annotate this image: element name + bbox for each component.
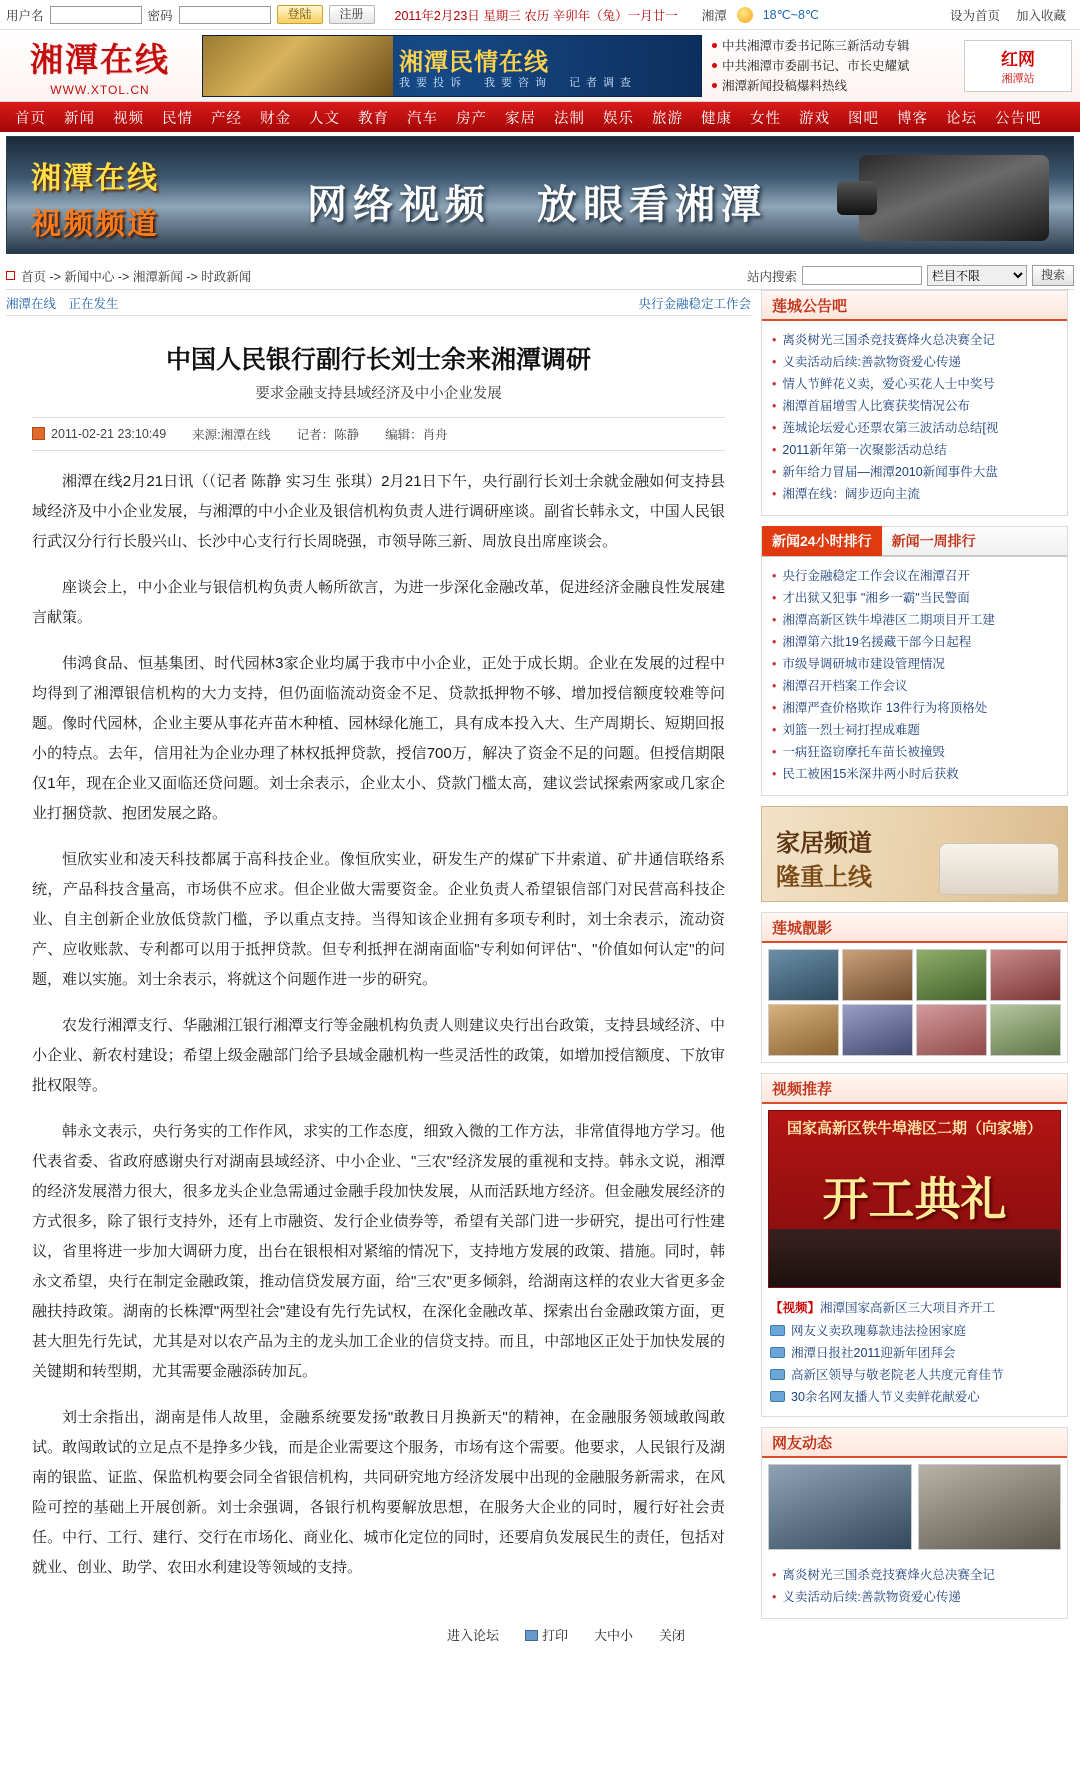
list-item[interactable]: • 刘篮一烈士祠打捏成难题 [772,719,1057,741]
login-button[interactable]: 登陆 [277,5,323,24]
date-text: 2011年2月23日 星期三 农历 辛卯年（兔）一月廿一 [394,8,678,23]
gallery-thumb[interactable] [916,949,987,1001]
video-banner-big: 开工典礼 [822,1172,1007,1226]
breadcrumb[interactable]: 首页 -> 新闻中心 -> 湘潭新闻 -> 时政新闻 [21,269,252,284]
article-column [6,290,751,1674]
article-source: 来源:湘潭在线 [192,428,271,442]
article [6,316,751,1674]
add-favorite-link[interactable]: 加入收藏 [1015,8,1066,23]
video-banner-top: 国家高新区铁牛埠港区二期（向家塘） [786,1120,1042,1137]
video-list [762,1318,1067,1416]
banner-subtitle: 我要投诉 我要咨询 记者调查 [399,76,637,89]
rednet-logo[interactable] [964,40,1072,92]
article-editor: 编辑：肖舟 [385,428,448,442]
main-nav [0,102,1080,132]
friends-activity-title: 网友动态 [762,1428,1067,1458]
list-item[interactable]: • 湘潭高新区铁牛埠港区二期项目开工建 [772,609,1057,631]
nav-item-12[interactable]: 娱乐 [603,110,634,127]
nav-item-2[interactable]: 视频 [113,110,144,127]
banner-slogan: 网络视频 放眼看湘潭 [307,181,767,228]
list-item-label: 湘潭日报社2011迎新年团拜会 [791,1346,956,1360]
temperature-text: 18℃~8℃ [762,8,819,22]
site-search [747,265,1074,286]
rednet-sub: 湘潭站 [1001,73,1035,85]
logo-cn: 湘潭在线 [30,40,170,79]
list-item[interactable]: • 新年给力冒届—湘潭2010新闻事件大盘 [772,461,1057,483]
set-homepage-link[interactable]: 设为首页 [949,8,1000,23]
nav-item-5[interactable]: 财金 [260,110,291,127]
print-label: 打印 [541,1628,568,1643]
video-caption-text: 湘潭国家高新区三大项目齐开工 [820,1301,996,1315]
article-paragraph: 韩永文表示，央行务实的工作作风，求实的工作态度，细致入微的工作方法，非常值得地方学习。他代表省委、省政府感谢央行对湖南县域经济、中小企业、"三农"经济发展的重视和支持。韩永文说，湘潭的经济发展潜力很大，很多龙头企业急需通过金融手段加快发展，从而活跃地方经济。但金融发展经济的方式很多，除了银行支持外，还有上市融资、发行企业债券等，希望有关部门进一步研究，提出可行性建议，省里将进一步加大调研力度，出台在银根相对紧缩的情况下，支持地方发展的政策、措施。同时，韩永文希望，央行在制定金融政策，推动信贷发展方面，给"三农"更多倾斜，给湖南这样的农业大省更多金融扶持政策。湖南的长株潭"两型社会"建设有先行先试权，在深化金融改革、探索出台金融政策方面，更甚大胆先行先试，尤其是对以农产品为主的龙头加工企业的信贷支持。而且，中部地区正处于加快发展的关键期和转型期，尤其需要金融添砖加瓦。 [32,1123,725,1380]
list-item[interactable]: • 湘潭第六批19名援藏干部今日起程 [772,631,1057,653]
header-link-label: 中共湘潭市委副书记、市长史耀斌 [722,58,910,73]
article-meta [32,417,725,451]
nav-item-16[interactable]: 游戏 [799,110,830,127]
ad-line2: 隆重上线 [776,862,872,891]
friends-photo[interactable] [918,1464,1062,1550]
gallery-thumb[interactable] [990,1004,1061,1056]
username-input[interactable] [50,6,142,24]
ranking-box [761,526,1068,796]
password-input[interactable] [179,6,271,24]
ad-line1: 家居频道 [776,828,872,857]
friends-photo[interactable] [768,1464,912,1550]
video-thumbnail[interactable] [768,1110,1061,1288]
list-item[interactable]: • 湘潭在线：阔步迈向主流 [772,483,1057,505]
content-columns [6,290,1074,1674]
sofa-image [939,843,1059,895]
list-item[interactable]: • 2011新年第一次聚影活动总结 [772,439,1057,461]
photo-gallery-box [761,912,1068,1063]
article-paragraph: 湘潭在线2月21日讯（（记者 陈静 实习生 张琪）2月21日下午，央行副行长刘士余就金融如何支持县域经济及中小企业发展，与湘潭的中小企业及银信机构负责人进行调研座谈。副省长韩永文，中国人民银行武汉分行行长殷兴山、长沙中心支行行长周晓强，市领导陈三新、周放良出席座谈会。 [32,473,725,550]
square-icon [6,271,15,280]
article-paragraph: 伟鸿食品、恒基集团、时代园林3家企业均属于我市中小企业，正处于成长期。企业在发展的过程中均得到了湘潭银信机构的大力支持，但仍面临流动资金不足、贷款抵押物不够、增加授信额度较难等问题。像时代园林，企业主要从事花卉苗木种植、园林绿化施工，具有成本投入大、生产周期长、短期回报小的特点。去年，信用社为企业办理了林权抵押贷款，授信700万，解决了资金不足的问题。但授信期限仅1年，现在企业又面临还贷问题。刘士余表示，企业太小、贷款门槛太高，建议尝试探索两家或几家企业打捆贷款、抱团发展之路。 [32,655,725,822]
list-item[interactable] [770,1320,1059,1342]
font-size-control[interactable]: 大中小 [593,1628,633,1643]
banner-line2: 视频频道 [31,207,159,242]
nav-item-4[interactable]: 产经 [211,110,242,127]
list-item[interactable]: • 市级导调研城市建设管理情况 [772,653,1057,675]
gallery-thumb[interactable] [990,949,1061,1001]
bullet-icon [712,43,717,48]
list-item[interactable]: • 义卖活动后续:善款物资爱心传递 [772,351,1057,373]
list-item[interactable] [770,1342,1059,1364]
close-button[interactable]: 关闭 [658,1628,685,1643]
calendar-icon [32,427,45,440]
nav-item-19[interactable]: 论坛 [946,110,977,127]
username-label: 用户名 [6,8,44,23]
article-subtitle: 要求金融支持县域经济及中小企业发展 [255,386,502,402]
minqing-banner[interactable] [202,35,702,97]
list-item[interactable]: • 情人节鲜花义卖，爱心买花人士中奖号 [772,373,1057,395]
video-icon [770,1347,785,1358]
nav-item-15[interactable]: 女性 [750,110,781,127]
register-button[interactable]: 注册 [329,5,375,24]
list-item[interactable]: • 湘潭首届增雪人比赛获奖情况公布 [772,395,1057,417]
nav-item-17[interactable]: 图吧 [848,110,879,127]
header-link-item[interactable] [712,36,910,56]
nav-item-13[interactable]: 旅游 [652,110,683,127]
nav-item-6[interactable]: 人文 [309,110,340,127]
nav-item-3[interactable]: 民情 [162,110,193,127]
announcement-list [762,321,1067,515]
nav-item-20[interactable]: 公告吧 [995,110,1042,127]
friends-list [762,1556,1067,1618]
list-item[interactable]: • 湘潭严查价格欺诈 13件行为将顶格处 [772,697,1057,719]
ranking-tabs [762,527,1067,557]
top-login-bar [0,0,1080,30]
subbar-left-label[interactable]: 湘潭在线 正在发生 [6,296,119,311]
list-item-label: 30余名网友播人节义卖鲜花献爱心 [791,1390,980,1404]
friends-activity-box [761,1427,1068,1619]
header-link-item[interactable] [712,56,910,76]
photo-gallery-title: 莲城靓影 [762,913,1067,943]
enter-forum-link[interactable]: 进入论坛 [446,1628,499,1643]
nav-item-8[interactable]: 汽车 [407,110,438,127]
article-body [32,467,725,1583]
nav-item-1[interactable]: 新闻 [64,110,95,127]
print-button[interactable] [525,1625,568,1644]
list-item[interactable]: • 湘潭召开档案工作会议 [772,675,1057,697]
sun-icon [737,7,753,23]
tab-24h-ranking[interactable]: 新闻24小时排行 [762,526,882,556]
site-header [0,30,1080,102]
bullet-icon [712,83,717,88]
gallery-thumb[interactable] [768,1004,839,1056]
site-logo[interactable] [6,33,194,99]
article-footer [32,1599,725,1670]
header-link-item[interactable] [712,76,910,96]
video-channel-banner[interactable] [6,136,1074,254]
video-caption[interactable] [762,1294,1067,1318]
friends-photos [762,1458,1067,1556]
banner-title: 湘潭民情在线 [399,46,549,76]
sidebar [761,290,1068,1674]
list-item-label: 网友义卖玖瑰募款违法捡困家庭 [791,1324,967,1338]
gallery-thumb[interactable] [768,949,839,1001]
printer-icon [525,1630,538,1641]
header-link-list [712,36,910,96]
video-icon [770,1369,785,1380]
gallery-thumb[interactable] [916,1004,987,1056]
list-item[interactable]: • 民工被困15米深井两小时后获救 [772,763,1057,785]
rednet-title: 红网 [1001,50,1035,69]
bullet-icon [712,63,717,68]
list-item[interactable]: • 莲城论坛爱心还票农第三波活动总结[视 [772,417,1057,439]
article-reporter: 记者：陈静 [296,428,360,442]
video-recommend-title: 视频推荐 [762,1074,1067,1104]
banner-left-text [31,153,159,243]
announcement-title: 莲城公告吧 [762,291,1067,321]
article-subbar [6,290,751,316]
nav-item-11[interactable]: 法制 [554,110,585,127]
subbar-right-label[interactable]: 央行金融稳定工作会 [638,296,751,311]
home-channel-ad[interactable] [761,806,1068,902]
nav-item-10[interactable]: 家居 [505,110,536,127]
gallery-thumb[interactable] [842,1004,913,1056]
list-item[interactable]: • 离炎树光三国杀竞技赛烽火总决赛全记 [772,329,1057,351]
header-link-label: 湘潭新闻投稿爆料热线 [722,78,848,93]
ranking-list [762,557,1067,795]
article-paragraph: 座谈会上，中小企业与银信机构负责人畅所欲言，为进一步深化金融改革，促进经济金融良性发展建言献策。 [32,579,725,626]
video-tag: 【视频】 [770,1301,821,1315]
video-camera-icon [859,155,1049,241]
photo-thumb-grid [762,943,1067,1062]
list-item[interactable]: • 离炎树光三国杀竞技赛烽火总决赛全记 [772,1564,1057,1586]
page-title: 中国人民银行副行长刘士余来湘潭调研 [165,345,591,374]
list-item[interactable]: • 央行金融稳定工作会议在湘潭召开 [772,565,1057,587]
banner-line1: 湘潭在线 [31,161,159,196]
video-recommend-box [761,1073,1068,1417]
tab-week-ranking[interactable]: 新闻一周排行 [891,533,976,549]
article-time: 2011-02-21 23:10:49 [51,427,167,441]
gallery-thumb[interactable] [842,949,913,1001]
list-item[interactable] [770,1386,1059,1408]
password-label: 密码 [147,8,173,23]
nav-item-14[interactable]: 健康 [701,110,732,127]
search-label: 站内搜索 [746,269,797,284]
nav-item-18[interactable]: 博客 [897,110,928,127]
city-label: 湘潭 [701,8,727,23]
article-paragraph: 恒欣实业和凌天科技都属于高科技企业。像恒欣实业，研发生产的煤矿下井索道、矿井通信联络系统，产品科技含量高，市场供不应求。但企业做大需要资金。企业负责人希望银信部门对民营高科技企业、自主创新企业放低贷款门槛，予以重点支持。当得知该企业拥有多项专利时，刘士余表示，流动资产、应收账款、专利都可以用于抵押贷款。但专利抵押在湖南面临"专利如何评估"、"价值如何认定"的问题，难以实施。刘士余表示，将就这个问题作进一步的研究。 [32,851,725,988]
search-scope-select[interactable] [927,265,1027,286]
announcement-box [761,290,1068,516]
list-item[interactable] [770,1364,1059,1386]
list-item[interactable]: • 才出狱又犯事 "湘乡一霸"当民警面 [772,587,1057,609]
list-item-label: 高新区领导与敬老院老人共度元育佳节 [791,1368,1004,1382]
breadcrumb-bar [6,262,1074,290]
search-input[interactable] [802,266,922,285]
header-link-label: 中共湘潭市委书记陈三新活动专辑 [722,38,910,53]
list-item[interactable]: • 一病狂盗窃摩托车苗长被撞毁 [772,741,1057,763]
article-paragraph: 农发行湘潭支行、华融湘江银行湘潭支行等金融机构负责人则建议央行出台政策，支持县域经济、中小企业、新农村建设；希望上级金融部门给予县域金融机构一些灵活性的政策，如增加授信额度、下放审批权限等。 [32,1017,725,1094]
crowd-image [769,1229,1060,1287]
logo-en: WWW.XTOL.CN [50,83,150,97]
video-icon [770,1325,785,1336]
nav-item-7[interactable]: 教育 [358,110,389,127]
banner-art [203,36,393,96]
nav-item-0[interactable]: 首页 [15,110,46,127]
article-paragraph: 刘士余指出，湖南是伟人故里，金融系统要发扬"敢教日月换新天"的精神，在金融服务领域敢闯敢试。敢闯敢试的立足点不是挣多少钱，而是企业需要这个服务，市场有这个需要。他要求，人民银行及湖南的银监、证监、保监机构要会同全省银信机构，共同研究地方经济发展中出现的金融服务新需求，在风险可控的基础上开展创新。刘士余强调，各银行机构要解放思想，在服务大企业的同时，履行好社会责任。中行、工行、建行、交行在市场化、商业化、城市化定位的同时，还要肩负发展民生的责任，包括对就业、创业、助学、农田水利建设等领域的支持。 [32,1409,725,1576]
nav-item-9[interactable]: 房产 [456,110,487,127]
search-button[interactable]: 搜索 [1032,265,1074,286]
video-icon [770,1391,785,1402]
list-item[interactable]: • 义卖活动后续:善款物资爱心传递 [772,1586,1057,1608]
